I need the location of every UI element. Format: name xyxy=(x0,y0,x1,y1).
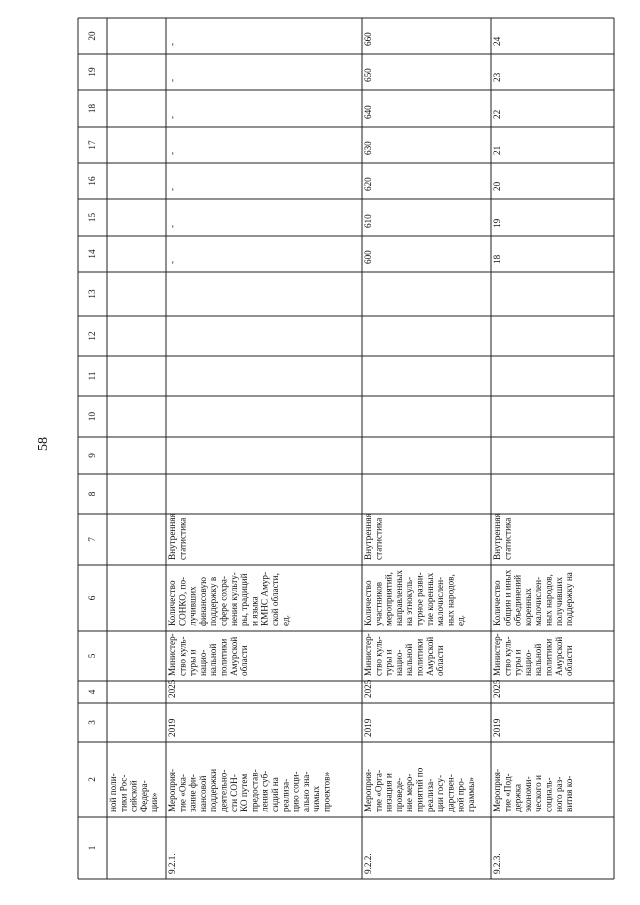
cell-c2-row-3-line: приятий по xyxy=(414,767,425,812)
cell-c7-row-3-line: Внутренняя xyxy=(363,513,373,560)
cell-c5-row-4-line: области xyxy=(564,645,575,676)
table-content xyxy=(87,31,574,874)
cell-c6-row-2-line: СОНКО, по- xyxy=(177,576,188,626)
cell-c7-row-3-line: статистика xyxy=(373,517,384,560)
column-number-header: 17 xyxy=(87,140,97,150)
cell-c6-row-3-line: Количество xyxy=(363,580,373,626)
indicator-value-c18-row-2: - xyxy=(167,115,177,119)
cell-c6-row-4-line: коренных xyxy=(522,588,533,626)
cell-c6-row-2-line: нения культу- xyxy=(228,572,239,626)
cell-c6-row-4-line: малочислен- xyxy=(533,576,544,626)
cell-c4-row-3-line: 2025 xyxy=(363,679,373,698)
cell-c5-row-3-line: нацио- xyxy=(393,649,404,676)
indicator-value-c16-row-4: 20 xyxy=(492,181,502,191)
cell-c2-row-2-line: Мероприя- xyxy=(167,768,177,812)
cell-c5-row-2-line: Амурской xyxy=(228,636,239,676)
cell-c2-row-2-line: поддержки xyxy=(208,769,219,812)
cell-c6-row-4 xyxy=(492,569,574,626)
column-number-header: 8 xyxy=(87,491,97,497)
column-number-header: 20 xyxy=(87,31,97,41)
indicator-value-c19-row-4: 23 xyxy=(492,72,502,82)
cell-c7-row-4 xyxy=(492,513,512,560)
cell-c6-row-3-line: ед. xyxy=(455,615,466,626)
indicator-value-c14-row-4: 18 xyxy=(492,254,502,264)
cell-c2-row-2-line: ально зна- xyxy=(300,771,311,812)
column-number-header: 1 xyxy=(87,845,97,851)
cell-c3-row-3 xyxy=(363,718,373,737)
cell-c6-row-3-line: мероприятий, xyxy=(383,572,394,626)
cell-c6-row-2-line: и языка xyxy=(249,596,260,626)
cell-c2-row-1-line: ной поли- xyxy=(108,773,118,812)
cell-c5-row-2-line: Министер- xyxy=(167,633,177,676)
cell-c6-row-4-line: Количество xyxy=(492,580,502,626)
cell-c2-row-3-line: реализа- xyxy=(424,778,435,812)
cell-c6-row-3 xyxy=(363,570,466,626)
cell-c6-row-2-line: ры, традиций xyxy=(239,573,250,626)
cell-c5-row-3-line: туры и xyxy=(383,649,394,676)
cell-c7-row-4-line: статистика xyxy=(502,517,513,560)
cell-c6-row-2-line: поддержку в xyxy=(208,576,219,626)
cell-c2-row-1-line: сийской xyxy=(128,780,139,812)
cell-c4-row-2 xyxy=(167,679,177,698)
cell-c2-row-2 xyxy=(167,769,332,812)
cell-c2-row-4-line: ного раз- xyxy=(553,776,564,812)
cell-c6-row-3-line: направленных xyxy=(393,570,404,626)
cell-c5-row-4-line: нальной xyxy=(533,643,544,676)
cell-c5-row-4-line: Министер- xyxy=(492,633,502,676)
cell-c7-row-2-line: Внутренняя xyxy=(167,513,177,560)
cell-c2-row-4-line: тие «Под- xyxy=(502,773,513,812)
cell-c1-row-2-line: 9.2.1. xyxy=(167,853,177,874)
cell-c2-row-2-line: ления суб- xyxy=(259,770,270,812)
cell-c6-row-2-line: ской области, xyxy=(270,573,280,626)
cell-c6-row-3-line: турное разви- xyxy=(414,572,425,626)
cell-c6-row-4-line: ных народов, xyxy=(543,574,554,626)
cell-c6-row-4-line: общин и иных xyxy=(502,569,513,626)
indicator-value-c20-row-3: 660 xyxy=(363,32,373,46)
cell-c2-row-2-line: нансовой xyxy=(197,775,208,812)
cell-c5-row-3-line: Министер- xyxy=(363,633,373,676)
cell-c5-row-2-line: области xyxy=(239,645,250,676)
indicator-value-c14-row-2: - xyxy=(167,260,177,264)
cell-c6-row-3-line: на этнокуль- xyxy=(404,576,415,626)
cell-c6-row-2-line: сфере сохра- xyxy=(218,576,229,626)
cell-c5-row-3-line: ство куль- xyxy=(373,636,384,676)
cell-c3-row-4-line: 2019 xyxy=(492,718,502,737)
indicator-value-c16-row-3: 620 xyxy=(363,177,373,191)
cell-c5-row-2-line: политики xyxy=(218,638,229,676)
cell-c2-row-1 xyxy=(108,773,159,812)
cell-c6-row-2-line: лучивших xyxy=(187,586,198,626)
table-grid xyxy=(78,18,614,879)
page-number: 58 xyxy=(36,437,51,451)
cell-c2-row-2-line: КО путем xyxy=(239,773,250,812)
cell-c5-row-3-line: области xyxy=(435,645,446,676)
cell-c2-row-4-line: вития ко- xyxy=(564,775,575,812)
indicator-value-c19-row-3: 650 xyxy=(363,68,373,82)
cell-c1-row-4-line: 9.2.3. xyxy=(492,853,502,874)
cell-c4-row-4 xyxy=(492,679,502,698)
indicator-value-c19-row-2: - xyxy=(167,78,177,82)
column-number-header: 16 xyxy=(87,176,97,186)
cell-c1-row-4 xyxy=(492,853,502,874)
cell-c5-row-4-line: Амурской xyxy=(553,636,564,676)
cell-c4-row-3 xyxy=(363,679,373,698)
column-number-header: 2 xyxy=(87,777,97,782)
cell-c2-row-2-line: сти СОН- xyxy=(228,774,239,812)
cell-c5-row-4-line: туры и xyxy=(512,649,523,676)
column-number-header: 7 xyxy=(87,537,97,542)
cell-c5-row-2-line: нальной xyxy=(208,643,219,676)
indicator-value-c18-row-4: 22 xyxy=(492,109,502,119)
cell-c2-row-1-line: ции» xyxy=(149,792,160,812)
cell-c2-row-3-line: ной про- xyxy=(455,778,466,812)
indicator-value-c20-row-4: 24 xyxy=(492,36,502,46)
indicator-value-c17-row-3: 630 xyxy=(363,141,373,155)
column-number-header: 3 xyxy=(87,720,97,725)
indicator-value-c15-row-4: 19 xyxy=(492,218,502,228)
cell-c7-row-2-line: статистика xyxy=(177,517,188,560)
cell-c2-row-3-line: граммы» xyxy=(466,777,476,812)
cell-c2-row-3-line: ние меро- xyxy=(404,773,415,812)
column-number-header: 19 xyxy=(87,67,97,77)
column-number-header: 4 xyxy=(87,689,97,695)
cell-c5-row-4 xyxy=(492,633,574,676)
cell-c2-row-3 xyxy=(363,767,476,812)
column-number-header: 15 xyxy=(87,212,97,223)
cell-c6-row-3-line: малочислен- xyxy=(435,576,446,626)
cell-c2-row-4 xyxy=(492,769,574,812)
cell-c6-row-4-line: поддержку на xyxy=(564,572,575,626)
cell-c2-row-4-line: ческого и xyxy=(533,775,544,812)
cell-c7-row-3 xyxy=(363,513,383,560)
cell-c5-row-2-line: ство куль- xyxy=(177,636,188,676)
cell-c5-row-3-line: политики xyxy=(414,638,425,676)
column-number-header: 14 xyxy=(87,249,97,259)
cell-c6-row-2-line: финансовую xyxy=(197,577,208,626)
cell-c2-row-4-line: социаль- xyxy=(543,777,554,812)
cell-c1-row-3-line: 9.2.2. xyxy=(363,853,373,874)
cell-c2-row-3-line: Мероприя- xyxy=(363,768,373,812)
cell-c7-row-4-line: Внутренняя xyxy=(492,513,502,560)
column-number-header: 13 xyxy=(87,289,97,299)
column-number-header: 12 xyxy=(87,331,97,341)
indicator-value-c17-row-4: 21 xyxy=(492,145,502,155)
cell-c6-row-2 xyxy=(167,572,290,626)
cell-c4-row-4-line: 2025 xyxy=(492,679,502,698)
cell-c5-row-2 xyxy=(167,633,249,676)
indicator-value-c16-row-2: - xyxy=(167,187,177,191)
column-number-header: 5 xyxy=(87,653,97,659)
cell-c5-row-4-line: нацио- xyxy=(522,649,533,676)
cell-c2-row-2-line: чимых xyxy=(311,785,322,812)
cell-c5-row-2-line: нацио- xyxy=(197,649,208,676)
cell-c3-row-2-line: 2019 xyxy=(167,718,177,737)
cell-c2-row-2-line: предостав- xyxy=(249,769,260,812)
cell-c2-row-2-line: сидий на xyxy=(270,777,280,812)
cell-c2-row-3-line: низация и xyxy=(383,773,394,812)
cell-c1-row-2 xyxy=(167,853,177,874)
cell-c2-row-4-line: держка xyxy=(512,783,523,812)
indicator-value-c17-row-2: - xyxy=(167,151,177,155)
cell-c2-row-1-line: тики Рос- xyxy=(118,774,129,812)
cell-c5-row-3-line: Амурской xyxy=(424,636,435,676)
cell-c1-row-3 xyxy=(363,853,373,874)
column-number-header: 11 xyxy=(87,371,97,381)
cell-c2-row-2-line: проектов» xyxy=(321,771,332,812)
indicator-value-c15-row-3: 610 xyxy=(363,214,373,228)
cell-c5-row-4-line: ство куль- xyxy=(502,636,513,676)
cell-c6-row-4-line: получивших xyxy=(553,576,564,626)
cell-c3-row-2 xyxy=(167,718,177,737)
indicator-value-c18-row-3: 640 xyxy=(363,105,373,119)
cell-c2-row-3-line: тие «Орга- xyxy=(373,769,384,812)
indicator-value-c15-row-2: - xyxy=(167,224,177,228)
cell-c6-row-2-line: Количество xyxy=(167,580,177,626)
column-number-header: 10 xyxy=(87,411,97,422)
cell-c3-row-3-line: 2019 xyxy=(363,718,373,737)
cell-c6-row-2-line: ед. xyxy=(280,615,291,626)
column-number-header: 6 xyxy=(87,595,97,601)
cell-c2-row-4-line: экономи- xyxy=(522,776,533,812)
cell-c2-row-2-line: деятельно- xyxy=(218,769,229,812)
indicator-value-c20-row-2: - xyxy=(167,42,177,46)
cell-c3-row-4 xyxy=(492,718,502,737)
column-number-header: 18 xyxy=(87,103,97,114)
cell-c2-row-2-line: зание фи- xyxy=(187,774,198,812)
column-number-header: 9 xyxy=(87,453,97,458)
cell-c5-row-3 xyxy=(363,633,445,676)
cell-c2-row-2-line: тие «Ока- xyxy=(177,774,188,812)
cell-c2-row-2-line: реализа- xyxy=(280,778,291,812)
cell-c6-row-3-line: тие коренных xyxy=(424,572,435,626)
cell-c2-row-2-line: цию соци- xyxy=(290,771,301,812)
cell-c5-row-2-line: туры и xyxy=(187,649,198,676)
cell-c6-row-4-line: объединений xyxy=(512,574,523,626)
indicator-value-c14-row-3: 600 xyxy=(363,250,373,264)
cell-c2-row-1-line: Федера- xyxy=(138,780,149,812)
cell-c5-row-4-line: политики xyxy=(543,638,554,676)
cell-c2-row-4-line: Мероприя- xyxy=(492,768,502,812)
cell-c7-row-2 xyxy=(167,513,187,560)
cell-c2-row-3-line: ции госу- xyxy=(435,774,446,812)
cell-c2-row-3-line: дарствен- xyxy=(445,774,456,812)
cell-c6-row-3-line: участников xyxy=(373,581,384,626)
cell-c6-row-3-line: ных народов, xyxy=(445,574,456,626)
cell-c2-row-3-line: проведе- xyxy=(393,777,404,812)
cell-c6-row-2-line: КМНС Амур- xyxy=(259,571,270,626)
cell-c5-row-3-line: нальной xyxy=(404,643,415,676)
cell-c4-row-2-line: 2025 xyxy=(167,679,177,698)
